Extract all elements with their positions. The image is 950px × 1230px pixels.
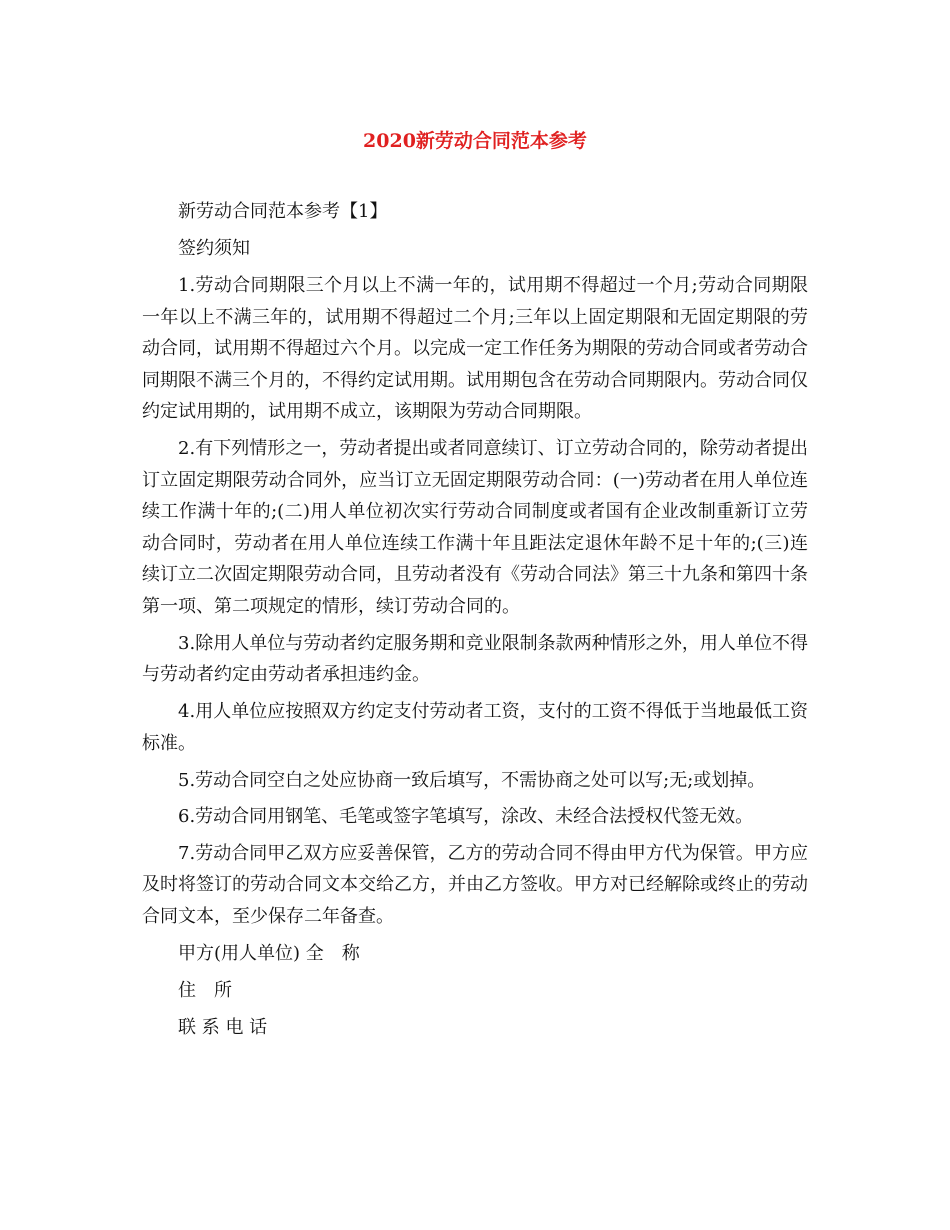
notice-item-6: 6.劳动合同用钢笔、毛笔或签字笔填写，涂改、未经合法授权代签无效。 — [178, 806, 754, 827]
section-heading: 新劳动合同范本参考【1】 — [178, 201, 388, 222]
notice-item-3: 3.除用人单位与劳动者约定服务期和竞业限制条款两种情形之外，用人单位不得与劳动者约定由劳动者承担违约金。 — [142, 632, 808, 685]
notice-item-2: 2.有下列情形之一，劳动者提出或者同意续订、订立劳动合同的，除劳动者提出订立固定期限劳动合同外，应当订立无固定期限劳动合同：(一)劳动者在用人单位连续工作满十年的;(二)用人单位初次实行劳动合同制度或者国有企业改制重新订立劳动合同时，劳动者在用人单位连续工作满十年且距法定退休年龄不足十年的;(三)连续订立二次固定期限劳动合同，且劳动者没有《劳动合同法》第三十九条和第四十条第一项、第二项规定的情形，续订劳动合同的。 — [142, 438, 808, 617]
party-a-address-field: 住 所 — [178, 979, 232, 1001]
notice-item-1: 1.劳动合同期限三个月以上不满一年的，试用期不得超过一个月;劳动合同期限一年以上不满三年的，试用期不得超过二个月;三年以上固定期限和无固定期限的劳动合同，试用期不得超过六个月。以完成一定工作任务为期限的劳动合同或者劳动合同期限不满三个月的，不得约定试用期。试用期包含在劳动合同期限内。劳动合同仅约定试用期的，试用期不成立，该期限为劳动合同期限。 — [142, 275, 808, 422]
party-a-name-field: 甲方(用人单位) 全 称 — [178, 942, 360, 964]
party-a-phone-field: 联 系 电 话 — [178, 1016, 268, 1038]
notice-item-5: 5.劳动合同空白之处应协商一致后填写，不需协商之处可以写;无;或划掉。 — [178, 769, 766, 791]
signing-notice-heading: 签约须知 — [178, 238, 250, 259]
notice-item-7: 7.劳动合同甲乙双方应妥善保管，乙方的劳动合同不得由甲方代为保管。甲方应及时将签订的劳动合同文本交给乙方，并由乙方签收。甲方对已经解除或终止的劳动合同文本，至少保存二年备查。 — [142, 842, 808, 927]
notice-item-4: 4.用人单位应按照双方约定支付劳动者工资，支付的工资不得低于当地最低工资标准。 — [142, 701, 808, 754]
document-title: 2020新劳动合同范本参考 — [363, 130, 587, 152]
document-body — [142, 196, 808, 1049]
